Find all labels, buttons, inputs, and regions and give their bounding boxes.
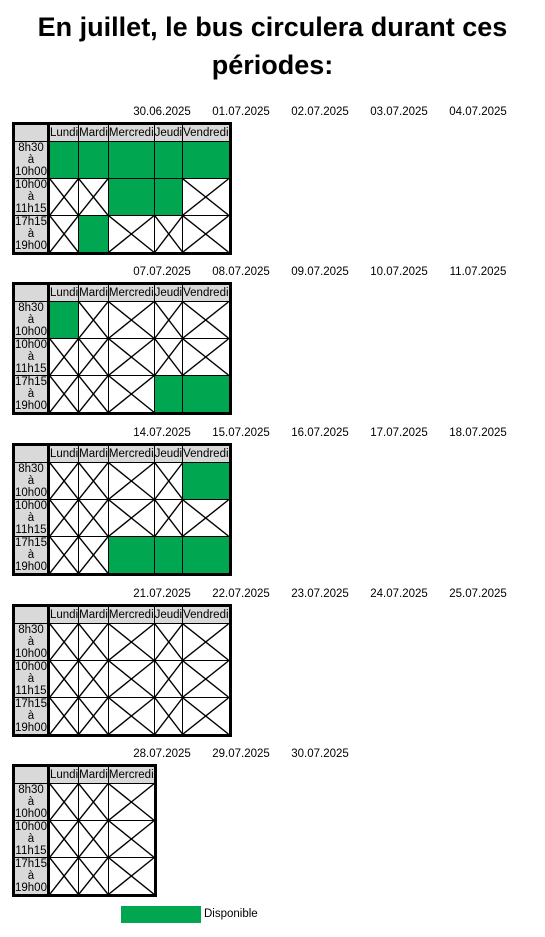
date-label: 30.06.2025	[133, 106, 191, 118]
header-corner	[14, 124, 49, 142]
slot-unavailable	[79, 784, 109, 821]
day-name: Vendredi	[183, 606, 230, 624]
date-label: 04.07.2025	[449, 106, 507, 118]
day-name: Vendredi	[183, 445, 230, 463]
slot-unavailable	[154, 302, 183, 339]
slot-unavailable	[154, 339, 183, 376]
slot-unavailable	[183, 216, 230, 254]
slot-available	[154, 537, 183, 575]
period-label: 8h30 à 10h00	[15, 624, 47, 660]
slot-unavailable	[154, 698, 183, 736]
cross-icon	[50, 698, 78, 734]
cross-icon	[79, 624, 108, 660]
date-label: 09.07.2025	[291, 266, 349, 278]
slot-available	[183, 463, 230, 500]
day-name: Mercredi	[108, 445, 154, 463]
slot-unavailable	[79, 463, 109, 500]
slot-unavailable	[154, 463, 183, 500]
week-table	[12, 282, 232, 415]
slot-available	[48, 142, 78, 179]
cross-icon	[79, 821, 108, 857]
cross-icon	[109, 500, 154, 536]
week-table	[12, 764, 157, 897]
cross-icon	[79, 858, 108, 894]
day-name: Mardi	[79, 766, 109, 784]
day-name: Jeudi	[154, 124, 183, 142]
header-corner	[14, 445, 49, 463]
date-label: 02.07.2025	[291, 106, 349, 118]
slot-unavailable	[79, 500, 109, 537]
cross-icon	[50, 784, 78, 820]
slot-unavailable	[108, 339, 154, 376]
slot-unavailable	[79, 339, 109, 376]
cross-icon	[50, 661, 78, 697]
slot-unavailable	[183, 661, 230, 698]
cross-icon	[79, 179, 108, 215]
slot-unavailable	[108, 624, 154, 661]
slot-unavailable	[108, 784, 155, 821]
slot-unavailable	[79, 821, 109, 858]
date-row	[12, 586, 532, 602]
slot-unavailable	[48, 179, 78, 216]
cross-icon	[50, 339, 78, 375]
date-label: 21.07.2025	[133, 588, 191, 600]
date-label: 23.07.2025	[291, 588, 349, 600]
cross-icon	[79, 302, 108, 338]
cross-icon	[183, 302, 228, 338]
page-title: En juillet, le bus circulera durant ces périodes:	[37, 12, 508, 80]
slot-unavailable	[108, 463, 154, 500]
date-label: 15.07.2025	[212, 427, 270, 439]
cross-icon	[155, 463, 183, 499]
slot-available	[108, 179, 154, 216]
cross-icon	[50, 821, 78, 857]
day-name: Lundi	[48, 445, 78, 463]
slot-unavailable	[48, 698, 78, 736]
cross-icon	[50, 858, 78, 894]
slot-unavailable	[183, 179, 230, 216]
period-label: 17h15 à 19h00	[15, 537, 47, 573]
date-label: 08.07.2025	[212, 266, 270, 278]
slot-unavailable	[108, 376, 154, 414]
day-name: Vendredi	[183, 124, 230, 142]
cross-icon	[50, 624, 78, 660]
date-row	[12, 264, 532, 280]
period-label: 8h30 à 10h00	[15, 142, 47, 178]
slot-available	[79, 216, 109, 254]
slot-unavailable	[79, 858, 109, 896]
cross-icon	[50, 537, 78, 573]
slot-unavailable	[108, 302, 154, 339]
date-label: 01.07.2025	[212, 106, 270, 118]
period-label: 8h30 à 10h00	[15, 463, 47, 499]
slot-unavailable	[48, 376, 78, 414]
day-name: Mercredi	[108, 606, 154, 624]
period-label: 17h15 à 19h00	[15, 858, 47, 894]
day-name: Mercredi	[108, 766, 155, 784]
header-corner	[14, 606, 49, 624]
slot-unavailable	[154, 661, 183, 698]
date-label: 30.07.2025	[291, 748, 349, 760]
cross-icon	[79, 500, 108, 536]
cross-icon	[50, 376, 78, 412]
cross-icon	[50, 179, 78, 215]
day-name: Jeudi	[154, 606, 183, 624]
date-label: 24.07.2025	[370, 588, 428, 600]
date-label: 07.07.2025	[133, 266, 191, 278]
slot-available	[154, 142, 183, 179]
cross-icon	[79, 339, 108, 375]
day-name: Mardi	[79, 445, 109, 463]
period-label: 8h30 à 10h00	[15, 302, 47, 338]
cross-icon	[109, 463, 154, 499]
cross-icon	[50, 216, 78, 252]
slot-unavailable	[48, 821, 78, 858]
slot-unavailable	[48, 858, 78, 896]
cross-icon	[79, 661, 108, 697]
week-table	[12, 604, 232, 737]
cross-icon	[155, 624, 183, 660]
date-label: 03.07.2025	[370, 106, 428, 118]
cross-icon	[183, 500, 228, 536]
period-label: 17h15 à 19h00	[15, 698, 47, 734]
cross-icon	[155, 216, 183, 252]
slot-available	[183, 376, 230, 414]
day-name: Lundi	[48, 766, 78, 784]
period-label: 8h30 à 10h00	[15, 784, 47, 820]
date-label: 17.07.2025	[370, 427, 428, 439]
slot-unavailable	[108, 216, 154, 254]
legend-swatch-available	[121, 906, 201, 923]
slot-available	[108, 142, 154, 179]
date-label: 25.07.2025	[449, 588, 507, 600]
slot-unavailable	[183, 339, 230, 376]
cross-icon	[109, 339, 154, 375]
day-name: Jeudi	[154, 445, 183, 463]
slot-unavailable	[183, 698, 230, 736]
day-name: Mardi	[79, 606, 109, 624]
slot-unavailable	[48, 624, 78, 661]
date-label: 14.07.2025	[133, 427, 191, 439]
legend-label: Disponible	[204, 908, 258, 920]
cross-icon	[109, 302, 154, 338]
date-row	[12, 425, 532, 441]
slot-available	[183, 537, 230, 575]
slot-unavailable	[48, 784, 78, 821]
cross-icon	[109, 698, 154, 734]
date-label: 11.07.2025	[449, 266, 507, 278]
slot-unavailable	[79, 624, 109, 661]
cross-icon	[155, 339, 183, 375]
cross-icon	[183, 339, 228, 375]
day-name: Mercredi	[108, 124, 154, 142]
cross-icon	[155, 698, 183, 734]
cross-icon	[79, 784, 108, 820]
slot-unavailable	[48, 500, 78, 537]
cross-icon	[79, 463, 108, 499]
date-label: 28.07.2025	[133, 748, 191, 760]
slot-unavailable	[154, 624, 183, 661]
cross-icon	[79, 376, 108, 412]
cross-icon	[79, 537, 108, 573]
slot-unavailable	[108, 821, 155, 858]
slot-available	[79, 142, 109, 179]
day-name: Mercredi	[108, 284, 154, 302]
date-label: 22.07.2025	[212, 588, 270, 600]
period-label: 17h15 à 19h00	[15, 216, 47, 252]
slot-unavailable	[183, 302, 230, 339]
slot-unavailable	[108, 858, 155, 896]
slot-unavailable	[154, 216, 183, 254]
slot-unavailable	[48, 537, 78, 575]
cross-icon	[50, 463, 78, 499]
slot-unavailable	[48, 216, 78, 254]
cross-icon	[183, 179, 228, 215]
period-label: 10h00 à 11h15	[15, 339, 47, 375]
day-name: Jeudi	[154, 284, 183, 302]
cross-icon	[109, 624, 154, 660]
period-label: 10h00 à 11h15	[15, 661, 47, 697]
slot-unavailable	[183, 624, 230, 661]
slot-unavailable	[79, 698, 109, 736]
day-name: Vendredi	[183, 284, 230, 302]
period-label: 17h15 à 19h00	[15, 376, 47, 412]
day-name: Lundi	[48, 284, 78, 302]
cross-icon	[155, 500, 183, 536]
cross-icon	[109, 821, 154, 857]
cross-icon	[155, 302, 183, 338]
slot-available	[48, 302, 78, 339]
slot-unavailable	[48, 463, 78, 500]
header-corner	[14, 766, 49, 784]
slot-unavailable	[48, 661, 78, 698]
cross-icon	[109, 784, 154, 820]
date-label: 10.07.2025	[370, 266, 428, 278]
slot-unavailable	[79, 179, 109, 216]
slot-unavailable	[108, 661, 154, 698]
cross-icon	[183, 698, 228, 734]
slot-unavailable	[154, 500, 183, 537]
header-corner	[14, 284, 49, 302]
cross-icon	[79, 698, 108, 734]
date-row	[12, 746, 532, 762]
slot-unavailable	[48, 339, 78, 376]
week-table	[12, 443, 232, 576]
date-label: 18.07.2025	[449, 427, 507, 439]
day-name: Lundi	[48, 606, 78, 624]
day-name: Lundi	[48, 124, 78, 142]
cross-icon	[155, 661, 183, 697]
slot-unavailable	[183, 500, 230, 537]
cross-icon	[183, 624, 228, 660]
slot-unavailable	[79, 376, 109, 414]
slot-unavailable	[108, 698, 154, 736]
date-row	[12, 104, 532, 120]
period-label: 10h00 à 11h15	[15, 179, 47, 215]
cross-icon	[50, 500, 78, 536]
period-label: 10h00 à 11h15	[15, 500, 47, 536]
slot-available	[154, 376, 183, 414]
slot-available	[108, 537, 154, 575]
cross-icon	[109, 216, 154, 252]
date-label: 29.07.2025	[212, 748, 270, 760]
slot-unavailable	[108, 500, 154, 537]
slot-available	[154, 179, 183, 216]
cross-icon	[183, 661, 228, 697]
day-name: Mardi	[79, 124, 109, 142]
cross-icon	[109, 661, 154, 697]
slot-available	[183, 142, 230, 179]
week-table	[12, 122, 232, 255]
day-name: Mardi	[79, 284, 109, 302]
slot-unavailable	[79, 661, 109, 698]
slot-unavailable	[79, 537, 109, 575]
cross-icon	[109, 858, 154, 894]
cross-icon	[183, 216, 228, 252]
date-label: 16.07.2025	[291, 427, 349, 439]
slot-unavailable	[79, 302, 109, 339]
cross-icon	[109, 376, 154, 412]
period-label: 10h00 à 11h15	[15, 821, 47, 857]
